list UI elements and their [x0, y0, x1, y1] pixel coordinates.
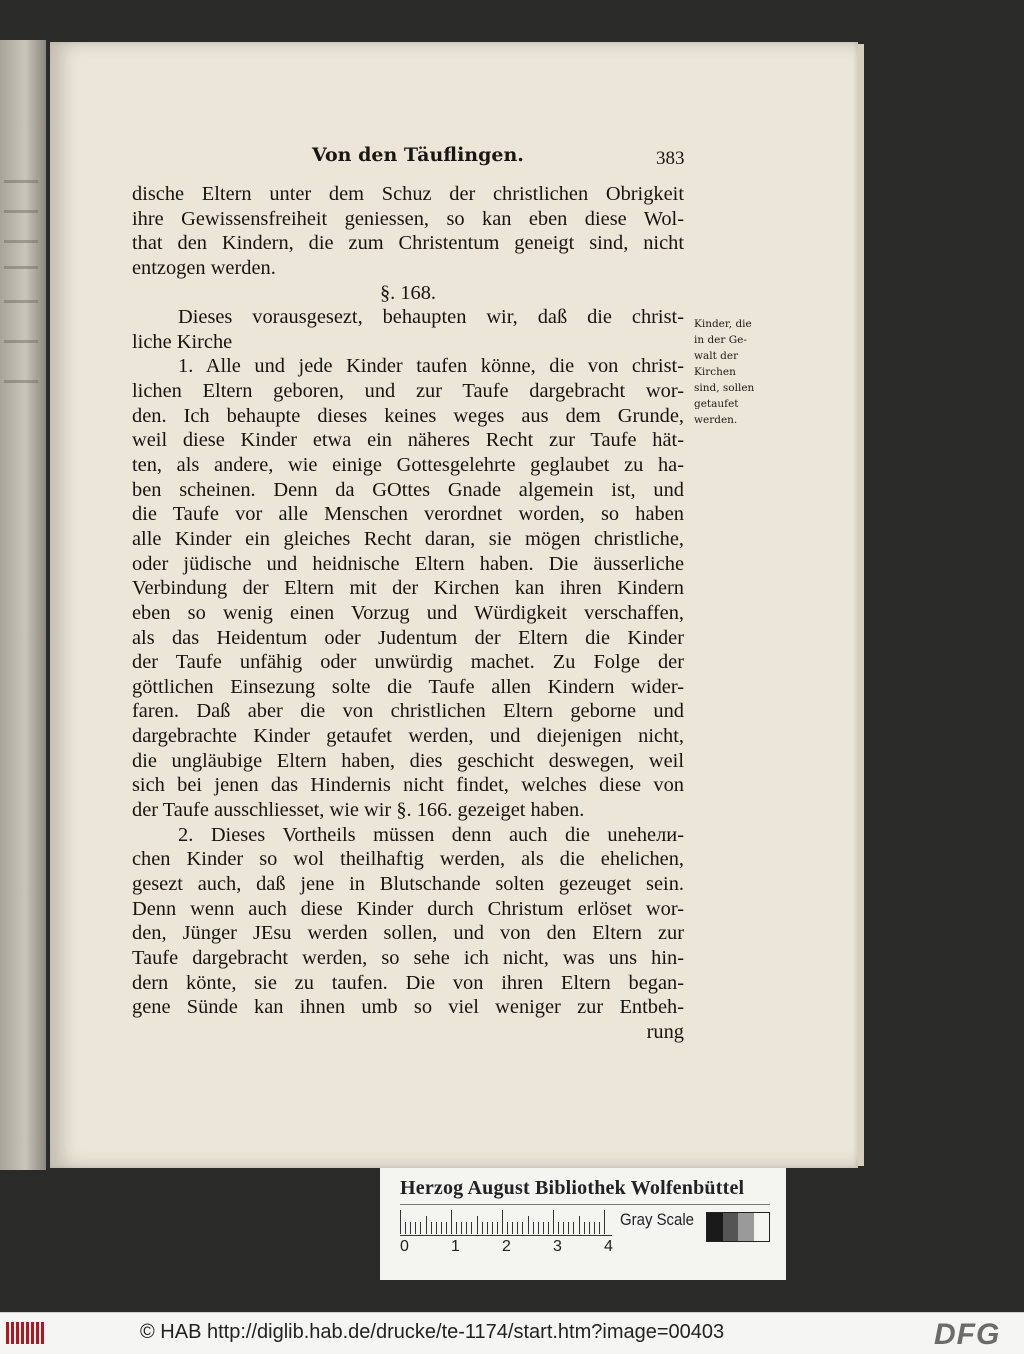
ruler-tick: [405, 1222, 406, 1234]
text-line: ben scheinen. Denn da GOttes Gnade algemein ist, und: [132, 478, 684, 501]
text-line: der Taufe ausschliesset, wie wir §. 166. gezeiget haben.: [132, 799, 585, 822]
ruler-tick: [426, 1216, 427, 1234]
color-scale-card: [380, 1168, 786, 1280]
margin-note-line: werden.: [694, 414, 738, 426]
ruler-tick: [512, 1222, 513, 1234]
text-line: göttlichen Einsezung solte die Taufe allen Kindern wider-: [132, 675, 684, 698]
running-head: Von den Täuflingen.: [312, 144, 524, 166]
logo-bar: [21, 1322, 24, 1344]
margin-note-line: getaufet: [694, 398, 739, 410]
text-line: liche Kirche: [132, 330, 233, 353]
ruler-tick: [436, 1222, 437, 1234]
footer-bar: [0, 1312, 1024, 1354]
text-line: dische Eltern unter dem Schuz der christlichen Obrigkeit: [132, 183, 684, 205]
text-line: Denn wenn auch diese Kinder durch Christum erlöset wor-: [132, 897, 684, 920]
ruler-tick: [497, 1222, 498, 1234]
divider: [400, 1204, 770, 1205]
ruler-tick: [471, 1222, 472, 1234]
logo-bar: [6, 1322, 9, 1344]
ruler-number: 4: [604, 1238, 613, 1255]
ruler: [400, 1210, 612, 1234]
text-line: that den Kindern, die zum Christentum geneigt sind, nicht: [132, 232, 684, 255]
gray-scale-swatches: [706, 1212, 770, 1242]
ruler-number: 3: [553, 1238, 562, 1255]
ruler-tick: [517, 1222, 518, 1234]
margin-note-line: walt der: [694, 350, 739, 362]
margin-note-line: sind, sollen: [694, 382, 755, 394]
logo-bar: [31, 1322, 34, 1344]
text-line: Verbindung der Eltern mit der Kirchen kan ihren Kindern: [132, 577, 684, 600]
text-line: gene Sünde kan ihnen umb so viel weniger zur Entbeh-: [132, 996, 684, 1019]
text-line: oder jüdische und heidnische Eltern haben. Die äusserliche: [132, 552, 684, 575]
ruler-number: 0: [400, 1238, 409, 1255]
ruler-tick: [431, 1222, 432, 1234]
text-line: 2. Dieses Vortheils müssen denn auch die unehели-: [178, 823, 684, 846]
ruler-baseline: [400, 1235, 612, 1236]
ruler-tick: [594, 1222, 595, 1234]
margin-note: [694, 316, 764, 428]
ruler-tick: [482, 1222, 483, 1234]
logo-bar: [36, 1322, 39, 1344]
ruler-tick: [553, 1210, 554, 1234]
ruler-number: 2: [502, 1238, 511, 1255]
ruler-tick: [446, 1222, 447, 1234]
text-line: ten, als andere, wie einige Gottesgelehrte geglaubet zu ha-: [132, 454, 684, 477]
ruler-tick: [507, 1222, 508, 1234]
text-line: weil diese Kinder etwa ein näheres Recht zur Taufe hät-: [132, 429, 684, 452]
text-line: alle Kinder ein gleiches Recht daran, sie mögen christliche,: [132, 527, 684, 550]
ruler-tick: [533, 1222, 534, 1234]
ruler-tick: [548, 1222, 549, 1234]
ruler-tick: [415, 1222, 416, 1234]
ruler-tick: [477, 1216, 478, 1234]
ruler-tick: [538, 1222, 539, 1234]
text-line: Dieses vorausgesezt, behaupten wir, daß die christ-: [178, 306, 684, 329]
ruler-tick: [451, 1210, 452, 1234]
margin-note-line: in der Ge-: [694, 334, 747, 346]
margin-note-line: Kinder, die: [694, 318, 752, 330]
ruler-tick: [599, 1222, 600, 1234]
ruler-tick: [604, 1210, 605, 1234]
text-line: die ungläubige Eltern haben, dies geschicht deswegen, weil: [132, 749, 684, 772]
gray-swatch: [738, 1213, 754, 1241]
ruler-tick: [410, 1222, 411, 1234]
text-line: 1. Alle und jede Kinder taufen könne, die von christ-: [178, 355, 684, 378]
body-text: [132, 182, 684, 1044]
logo-bar: [26, 1322, 29, 1344]
text-line: eben so wenig einen Vorzug und Würdigkeit verschaffen,: [132, 601, 684, 624]
gray-scale-label: Gray Scale: [620, 1210, 695, 1229]
text-line: dern könte, sie zu taufen. Die von ihren Eltern began-: [132, 971, 684, 994]
text-line: lichen Eltern geboren, und zur Taufe dargebracht wor-: [132, 380, 684, 403]
page-number: 383: [656, 148, 685, 169]
ruler-tick: [563, 1222, 564, 1234]
text-line: sich bei jenen das Hindernis nicht findet, welches diese von: [132, 774, 684, 797]
ruler-tick: [558, 1222, 559, 1234]
ruler-tick: [420, 1222, 421, 1234]
gray-swatch: [723, 1213, 739, 1241]
text-line: rung: [646, 1020, 684, 1043]
logo-bar: [41, 1322, 44, 1344]
ruler-tick: [579, 1216, 580, 1234]
ruler-tick: [441, 1222, 442, 1234]
ruler-number: 1: [451, 1238, 460, 1255]
text-line: ihre Gewissensfreiheit geniessen, so kan eben diese Wol-: [132, 207, 684, 230]
hab-logo-icon[interactable]: [6, 1322, 44, 1344]
text-line: den, Jünger JEsu werden sollen, und von den Eltern zur: [132, 922, 684, 945]
text-line: den. Ich behaupte dieses keines weges aus dem Grunde,: [132, 404, 684, 427]
text-line: gesezt auch, daß jene in Blutschande solten gezeuget sein.: [132, 872, 684, 895]
text-line: chen Kinder so wol theilhaftig werden, als die ehelichen,: [132, 848, 684, 871]
ruler-tick: [522, 1222, 523, 1234]
text-line: Taufe dargebracht werden, so sehe ich nicht, was uns hin-: [132, 946, 684, 969]
ruler-tick: [573, 1222, 574, 1234]
margin-note-line: Kirchen: [694, 366, 736, 378]
dfg-logo[interactable]: DFG: [934, 1318, 1001, 1351]
previous-page-edge: [0, 40, 46, 1170]
ruler-tick: [528, 1216, 529, 1234]
text-line: die Taufe vor alle Menschen verordnet worden, so haben: [132, 503, 684, 526]
ruler-tick: [584, 1222, 585, 1234]
ruler-tick: [456, 1222, 457, 1234]
text-line: §. 168.: [379, 281, 437, 304]
ruler-tick: [487, 1222, 488, 1234]
copyright-link[interactable]: © HAB http://diglib.hab.de/drucke/te-1174/start.htm?image=00403: [140, 1321, 725, 1343]
ruler-tick: [568, 1222, 569, 1234]
library-title: Herzog August Bibliothek Wolfenbüttel: [400, 1177, 745, 1199]
ruler-tick: [492, 1222, 493, 1234]
ruler-tick: [461, 1222, 462, 1234]
gray-swatch: [754, 1213, 770, 1241]
text-line: dargebrachte Kinder getaufet werden, und diejenigen nicht,: [132, 725, 684, 748]
text-line: der Taufe unfähig oder unwürdig machet. Zu Folge der: [132, 651, 684, 674]
gray-swatch: [707, 1213, 723, 1241]
ruler-tick: [400, 1210, 401, 1234]
text-line: faren. Daß aber die von christlichen Eltern geborne und: [132, 700, 684, 723]
ruler-tick: [466, 1222, 467, 1234]
logo-bar: [16, 1322, 19, 1344]
logo-bar: [11, 1322, 14, 1344]
ruler-tick: [543, 1222, 544, 1234]
text-line: entzogen werden.: [132, 256, 276, 279]
page-edge: [858, 44, 864, 1166]
ruler-tick: [589, 1222, 590, 1234]
text-line: als das Heidentum oder Judentum der Eltern die Kinder: [132, 626, 684, 649]
ruler-tick: [502, 1210, 503, 1234]
